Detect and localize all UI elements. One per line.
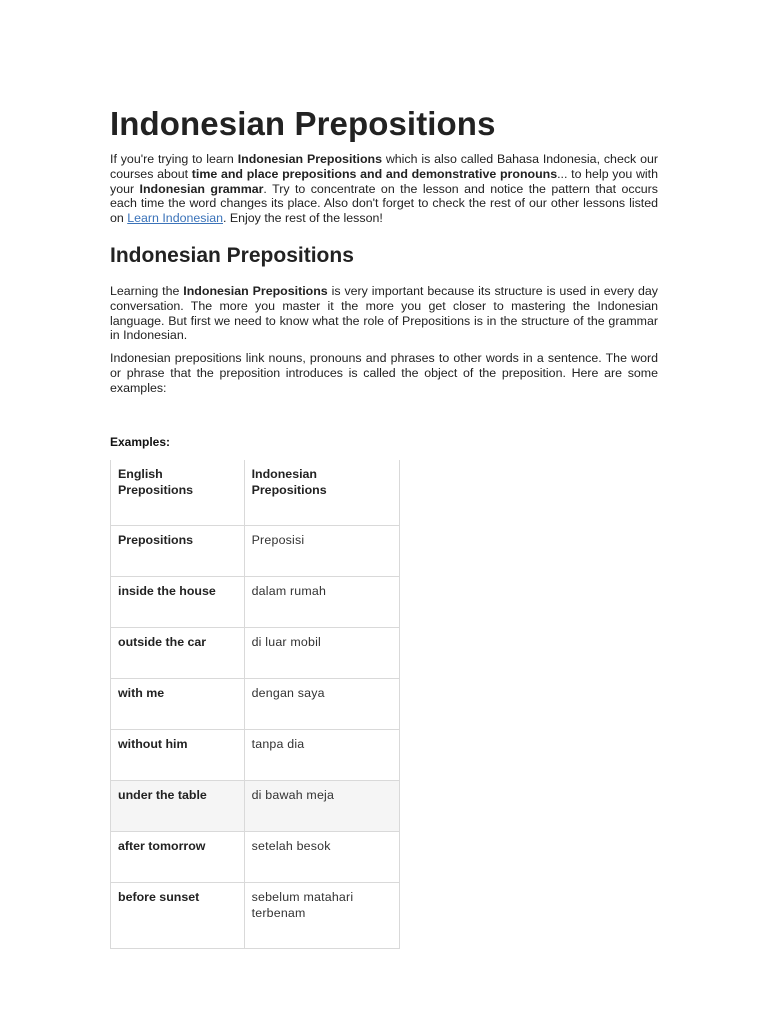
text-run: is very important because its structure is used in every day conversation. The more you master it the more you get closer to mastering the Indonesian language. But first we need to know what the role of Prepositions is in the structure of the grammar in Indonesian.	[110, 283, 658, 343]
paragraph-definition: Indonesian prepositions link nouns, pronouns and phrases to other words in a sentence. The word or phrase that the preposition introduces is called the object of the preposition. Here are some examples:	[110, 351, 658, 395]
examples-label: Examples:	[110, 434, 171, 449]
cell-indonesian: Preposisi	[244, 525, 399, 576]
prepositions-table	[110, 460, 400, 949]
text-run: . Enjoy the rest of the lesson!	[223, 211, 383, 226]
table-row	[111, 576, 400, 627]
bold-text: Indonesian Prepositions	[237, 152, 382, 166]
section-title: Indonesian Prepositions	[110, 243, 354, 267]
table-header-row	[111, 460, 400, 526]
bold-text: Indonesian grammar	[139, 181, 264, 196]
cell-indonesian: setelah besok	[244, 831, 399, 882]
cell-english: under the table	[111, 780, 245, 831]
cell-english: after tomorrow	[111, 831, 245, 882]
text-run: ... to help you with your	[110, 166, 659, 196]
header-english: English Prepositions	[111, 460, 245, 526]
text-run: . Try to concentrate on the lesson and notice the pattern that occurs each time the word changes its place. Also don't forget to check the rest of our other lessons listed on	[110, 181, 658, 226]
document-page	[110, 100, 658, 949]
cell-english: outside the car	[111, 627, 245, 678]
cell-english: with me	[111, 678, 245, 729]
table-row	[111, 525, 400, 576]
paragraph-learning	[110, 284, 658, 343]
table-row	[111, 627, 400, 678]
cell-indonesian: sebelum matahari terbenam	[244, 882, 399, 948]
table-row	[111, 780, 400, 831]
table-row	[111, 882, 400, 948]
cell-english: before sunset	[111, 882, 245, 948]
table-row	[111, 678, 400, 729]
intro-paragraph	[110, 152, 658, 226]
learn-indonesian-link[interactable]: Learn Indonesian	[127, 211, 223, 226]
table-row	[111, 729, 400, 780]
cell-indonesian: di luar mobil	[244, 627, 399, 678]
text-run: Learning the	[110, 283, 184, 298]
cell-english: inside the house	[111, 576, 245, 627]
cell-indonesian: dengan saya	[244, 678, 399, 729]
cell-english: Prepositions	[111, 525, 245, 576]
text-run: which is also called Bahasa Indonesia, check our courses about	[110, 152, 658, 181]
cell-indonesian: di bawah meja	[244, 780, 399, 831]
header-indonesian: Indonesian Prepositions	[244, 460, 399, 526]
page-title: Indonesian Prepositions	[110, 105, 496, 142]
bold-text: Indonesian Prepositions	[183, 283, 328, 298]
text-run: If you're trying to learn	[110, 152, 238, 166]
cell-english: without him	[111, 729, 245, 780]
bold-text: time and place prepositions and and demonstrative pronouns	[191, 166, 558, 181]
table-row	[111, 831, 400, 882]
cell-indonesian: tanpa dia	[244, 729, 399, 780]
cell-indonesian: dalam rumah	[244, 576, 399, 627]
